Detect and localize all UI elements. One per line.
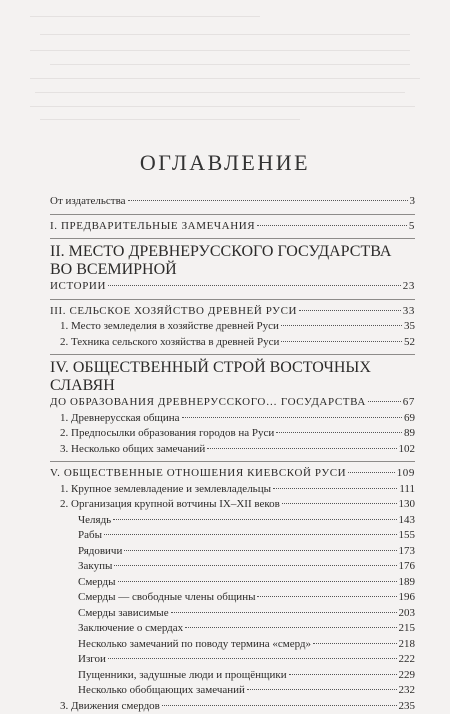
toc-entry-title: 1. Крупное землевладение и землевладельцы: [60, 482, 271, 497]
leader-dots: [257, 225, 407, 226]
toc-page-number: 35: [404, 319, 415, 334]
toc-page-number: 109: [397, 466, 415, 481]
leader-dots: [257, 596, 396, 597]
toc-page-number: 218: [399, 637, 416, 652]
leader-dots: [368, 401, 401, 402]
section-divider: [50, 461, 415, 462]
toc-entry[interactable]: [50, 652, 415, 668]
leader-dots: [247, 689, 397, 690]
leader-dots: [299, 310, 401, 311]
toc-page-number: 69: [404, 411, 415, 426]
leader-dots: [124, 550, 396, 551]
toc-entry[interactable]: [50, 575, 415, 591]
section-divider: [50, 299, 415, 300]
leader-dots: [281, 325, 402, 326]
toc-entry-title: 1. Древнерусская община: [60, 411, 180, 426]
toc-entry-title: III. СЕЛЬСКОЕ ХОЗЯЙСТВО ДРЕВНЕЙ РУСИ: [50, 304, 297, 319]
leader-dots: [348, 472, 394, 473]
leader-dots: [108, 285, 401, 286]
toc-entry[interactable]: [50, 513, 415, 529]
toc-entry-title: Несколько замечаний по поводу термина «смерд»: [78, 637, 311, 652]
toc-entry-title: 3. Движения смердов: [60, 699, 160, 714]
toc-entry[interactable]: [50, 590, 415, 606]
toc-page-number: 23: [403, 279, 415, 294]
leader-dots: [113, 519, 396, 520]
leader-dots: [313, 643, 396, 644]
toc-page-number: 222: [399, 652, 416, 667]
toc-page-number: 102: [399, 442, 416, 457]
toc-page-number: 189: [399, 575, 416, 590]
toc-entry-title: Рядовичи: [78, 544, 122, 559]
toc-page-number: 235: [399, 699, 416, 714]
toc-entry-title: 2. Организация крупной вотчины IX–XII веков: [60, 497, 280, 512]
toc-entry[interactable]: [50, 699, 415, 714]
toc-entry-title: 2. Техника сельского хозяйства в древней Руси: [60, 335, 279, 350]
leader-dots: [118, 581, 397, 582]
toc-page-number: 3: [410, 194, 416, 209]
leader-dots: [114, 565, 396, 566]
toc-entry-title: ИСТОРИИ: [50, 279, 106, 294]
toc-entry-title: От издательства: [50, 194, 126, 209]
toc-page-number: 155: [399, 528, 416, 543]
toc-section-entry[interactable]: [50, 466, 415, 482]
toc-entry-title: ДО ОБРАЗОВАНИЯ ДРЕВНЕРУССКОГО… ГОСУДАРСТВА: [50, 395, 366, 410]
leader-dots: [282, 503, 397, 504]
leader-dots: [182, 417, 402, 418]
toc-entry[interactable]: [50, 606, 415, 622]
toc-section-entry[interactable]: [50, 279, 415, 295]
toc-entry-title: Закупы: [78, 559, 112, 574]
bleed-through-text: [30, 6, 420, 126]
toc-entry[interactable]: [50, 194, 415, 210]
toc-entry[interactable]: [50, 559, 415, 575]
toc-page-number: 89: [404, 426, 415, 441]
toc-page-number: 67: [403, 395, 415, 410]
leader-dots: [207, 448, 396, 449]
toc-page-number: 33: [403, 304, 415, 319]
leader-dots: [128, 200, 408, 201]
toc-entry-title: Челядь: [78, 513, 111, 528]
leader-dots: [185, 627, 396, 628]
toc-entry[interactable]: [50, 544, 415, 560]
toc-page-number: 196: [399, 590, 416, 605]
toc-entry[interactable]: [50, 426, 415, 442]
toc-entry[interactable]: [50, 668, 415, 684]
toc-page-number: 203: [399, 606, 416, 621]
toc-entry[interactable]: [50, 683, 415, 699]
toc-entry-title: Смерды — свободные члены общины: [78, 590, 255, 605]
toc-section-heading-line1: II. МЕСТО ДРЕВНЕРУССКОГО ГОСУДАРСТВА ВО ВСЕМИРНОЙ: [50, 243, 415, 279]
toc-entry-title: Заключение о смердах: [78, 621, 183, 636]
toc-section-entry[interactable]: [50, 395, 415, 411]
toc-entry-title: I. ПРЕДВАРИТЕЛЬНЫЕ ЗАМЕЧАНИЯ: [50, 219, 255, 234]
toc-entry[interactable]: [50, 442, 415, 458]
leader-dots: [171, 612, 397, 613]
toc-entry[interactable]: [50, 482, 415, 498]
toc-entry-title: 2. Предпосылки образования городов на Руси: [60, 426, 274, 441]
toc-page-number: 215: [399, 621, 416, 636]
section-divider: [50, 238, 415, 239]
page-title: ОГЛАВЛЕНИЕ: [0, 150, 450, 176]
leader-dots: [104, 534, 397, 535]
toc-page-number: 173: [399, 544, 416, 559]
toc-entry[interactable]: [50, 319, 415, 335]
toc-entry[interactable]: [50, 621, 415, 637]
toc-page-number: 130: [399, 497, 416, 512]
toc-entry-title: Смерды зависимые: [78, 606, 169, 621]
toc-entry[interactable]: [50, 528, 415, 544]
toc-entry-title: Несколько обобщающих замечаний: [78, 683, 245, 698]
toc-entry-title: V. ОБЩЕСТВЕННЫЕ ОТНОШЕНИЯ КИЕВСКОЙ РУСИ: [50, 466, 346, 481]
toc-section-entry[interactable]: [50, 304, 415, 320]
leader-dots: [108, 658, 397, 659]
leader-dots: [289, 674, 397, 675]
leader-dots: [162, 705, 397, 706]
toc-section-entry[interactable]: [50, 219, 415, 235]
toc-entry-title: Пущенники, задушные люди и прощёнщики: [78, 668, 287, 683]
leader-dots: [281, 341, 402, 342]
leader-dots: [276, 432, 402, 433]
toc-entry-title: Изгои: [78, 652, 106, 667]
leader-dots: [273, 488, 397, 489]
table-of-contents: [50, 194, 415, 714]
toc-entry[interactable]: [50, 497, 415, 513]
toc-entry-title: Смерды: [78, 575, 116, 590]
toc-section-heading-line1: IV. ОБЩЕСТВЕННЫЙ СТРОЙ ВОСТОЧНЫХ СЛАВЯН: [50, 359, 415, 395]
toc-page-number: 5: [409, 219, 415, 234]
toc-page-number: 176: [399, 559, 416, 574]
toc-page-number: 229: [399, 668, 416, 683]
toc-entry-title: 1. Место земледелия в хозяйстве древней Руси: [60, 319, 279, 334]
section-divider: [50, 214, 415, 215]
toc-entry[interactable]: [50, 411, 415, 427]
toc-page-number: 52: [404, 335, 415, 350]
toc-entry[interactable]: [50, 335, 415, 351]
toc-entry-title: 3. Несколько общих замечаний: [60, 442, 205, 457]
toc-page-number: 143: [399, 513, 416, 528]
toc-page-number: 232: [399, 683, 416, 698]
toc-page-number: 111: [399, 482, 415, 497]
toc-entry[interactable]: [50, 637, 415, 653]
section-divider: [50, 354, 415, 355]
toc-entry-title: Рабы: [78, 528, 102, 543]
